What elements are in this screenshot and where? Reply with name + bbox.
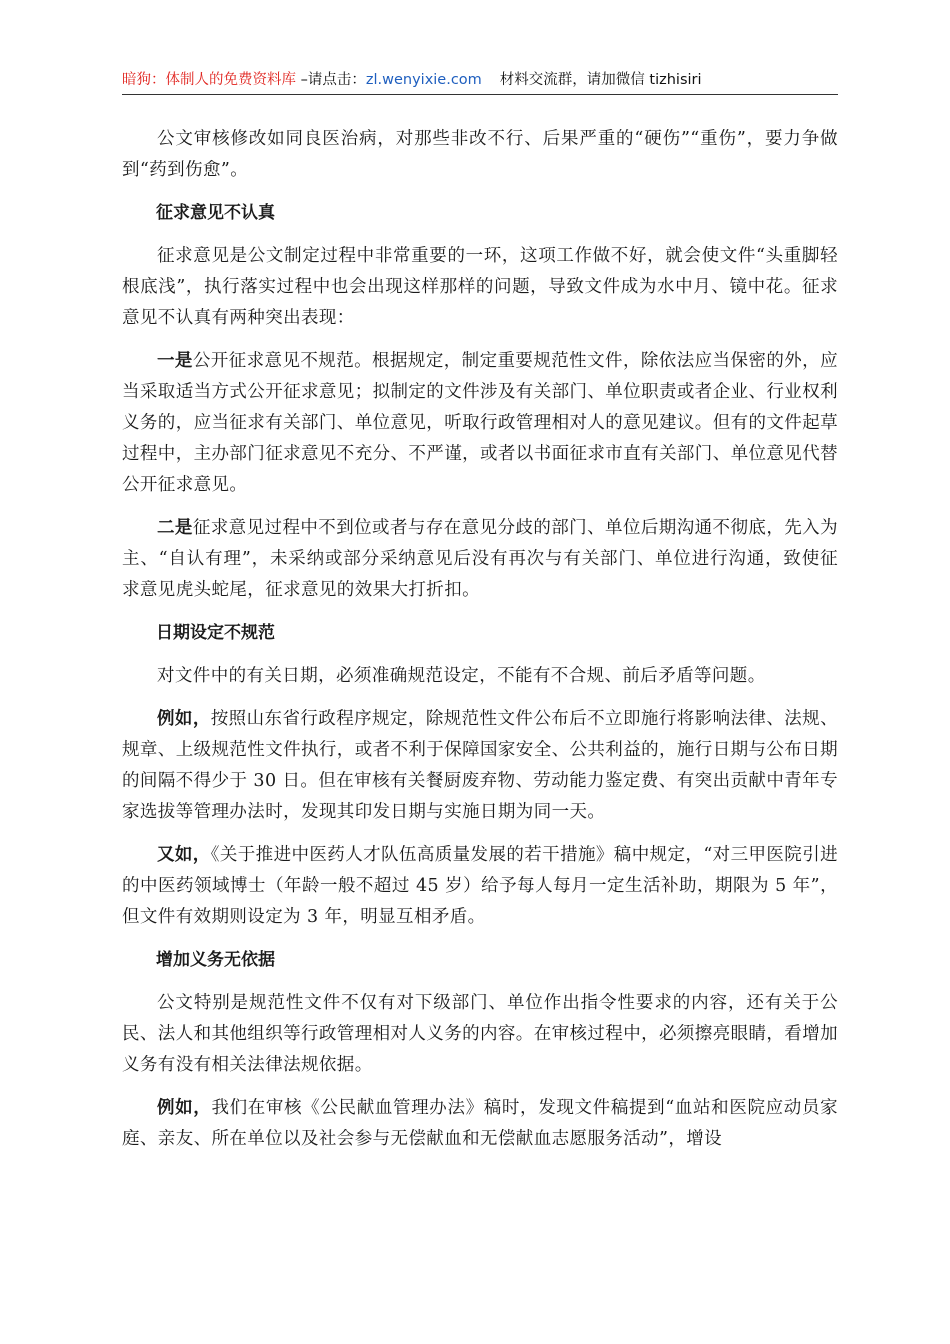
paragraph	[122, 840, 838, 933]
paragraph-text: 《关于推进中医药人才队伍高质量发展的若干措施》稿中规定，“对三甲医院引进的中医药领域博士（年龄一般不超过 45 岁）给予每人每月一定生活补助，期限为 5 年”，但文件有效期则设定为 3 年，明显互相矛盾。	[122, 845, 838, 927]
paragraph-lead: 一是	[157, 351, 193, 371]
paragraph	[122, 346, 838, 501]
paragraph	[122, 704, 838, 828]
section-heading: 征求意见不认真	[156, 203, 275, 223]
paragraph-lead: 例如，	[157, 1098, 212, 1118]
section-heading: 增加义务无依据	[156, 950, 275, 970]
paragraph-text: 公开征求意见不规范。根据规定，制定重要规范性文件，除依法应当保密的外，应当采取适当方式公开征求意见；拟制定的文件涉及有关部门、单位职责或者企业、行业权利义务的，应当征求有关部门、单位意见，听取行政管理相对人的意见建议。但有的文件起草过程中，主办部门征求意见不充分、不严谨，或者以书面征求市直有关部门、单位意见代替公开征求意见。	[122, 351, 838, 495]
paragraph-lead: 又如，	[157, 845, 211, 865]
paragraph: 对文件中的有关日期，必须准确规范设定，不能有不合规、前后矛盾等问题。	[157, 666, 766, 686]
section-heading: 日期设定不规范	[156, 623, 275, 643]
page-header	[122, 70, 838, 95]
paragraph: 公文审核修改如同良医治病，对那些非改不行、后果严重的“硬伤”“重伤”，要力争做到“药到伤愈”。	[122, 129, 838, 180]
paragraph-lead: 例如，	[157, 709, 211, 729]
paragraph-text: 征求意见过程中不到位或者与存在意见分歧的部门、单位后期沟通不彻底，先入为主、“自认有理”，未采纳或部分采纳意见后没有再次与有关部门、单位进行沟通，致使征求意见虎头蛇尾，征求意见的效果大打折扣。	[122, 518, 838, 600]
paragraph: 公文特别是规范性文件不仅有对下级部门、单位作出指令性要求的内容，还有关于公民、法人和其他组织等行政管理相对人义务的内容。在审核过程中，必须擦亮眼睛，看增加义务有没有相关法律法规依据。	[122, 993, 838, 1075]
paragraph	[122, 513, 838, 606]
paragraph-lead: 二是	[157, 518, 193, 538]
paragraph	[122, 1093, 838, 1155]
wechat-group-note: 材料交流群，请加微信 tizhisiri	[499, 72, 702, 88]
paragraph: 征求意见是公文制定过程中非常重要的一环，这项工作做不好，就会使文件“头重脚轻根底浅”，执行落实过程中也会出现这样那样的问题，导致文件成为水中月、镜中花。征求意见不认真有两种突出表现：	[122, 246, 838, 328]
site-name: 暗狗：体制人的免费资料库	[122, 72, 296, 88]
document-body	[122, 124, 838, 1167]
click-prefix: –请点击：	[296, 72, 366, 88]
paragraph-text: 我们在审核《公民献血管理办法》稿时，发现文件稿提到“血站和医院应动员家庭、亲友、所在单位以及社会参与无偿献血和无偿献血志愿服务活动”，增设	[122, 1098, 838, 1149]
paragraph-text: 按照山东省行政程序规定，除规范性文件公布后不立即施行将影响法律、法规、规章、上级规范性文件执行，或者不利于保障国家安全、公共利益的，施行日期与公布日期的间隔不得少于 30 日。但在审核有关餐厨废弃物、劳动能力鉴定费、有突出贡献中青年专家选拔等管理办法时，发现其印发日期与实施日期为同一天。	[122, 709, 838, 822]
site-url-link[interactable]: zl.wenyixie.com	[365, 72, 482, 88]
